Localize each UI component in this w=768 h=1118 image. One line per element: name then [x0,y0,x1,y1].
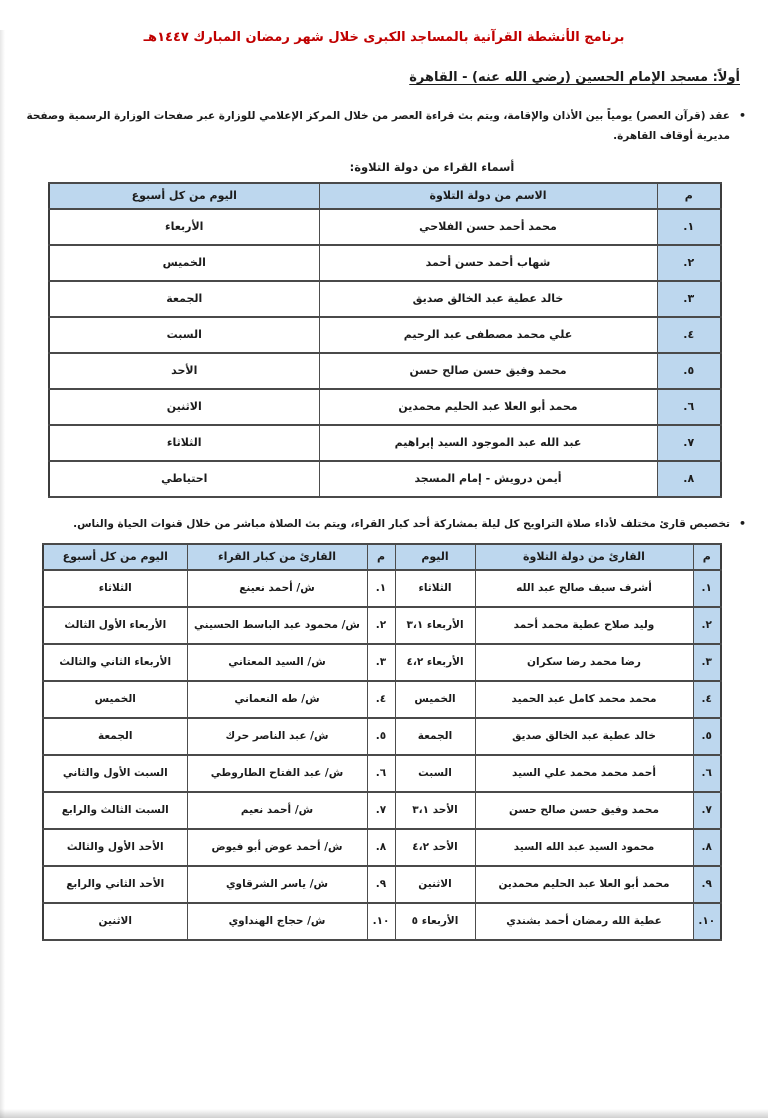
row-number-cell: ١. [657,209,721,245]
day-cell: الجمعة [395,718,475,755]
weekly-day-cell: الأحد الأول والثالث [43,829,187,866]
row-number-cell: ٣. [657,281,721,317]
state-reader-name-cell: وليد صلاح عطية محمد أحمد [475,607,693,644]
table-row [49,353,721,389]
table-row [43,829,721,866]
row-number-cell: ٣. [693,644,721,681]
weekly-day-cell: الخميس [43,681,187,718]
reader-name-cell: محمد وفيق حسن صالح حسن [319,353,657,389]
table-row [49,281,721,317]
row-number-cell: ١٠. [693,903,721,940]
bullet-text: عقد (قرآن العصر) يومياً بين الأذان والإقامة، ويتم بث قراءة العصر من خلال المركز الإعلامي للوزارة عبر صفحات الوزارة الرسمية وصفحة مديرية أوقاف القاهرة. [26,110,730,143]
scan-edge-shadow [0,1109,768,1118]
day-cell: الأربعاء ٥ [395,903,475,940]
table1-heading: أسماء القراء من دولة التلاوة: [349,159,515,174]
day-cell: الأحد ٣،١ [395,792,475,829]
row-number-cell: ٨. [693,829,721,866]
row-number-cell: ٦. [693,755,721,792]
row-number-cell: ١. [693,570,721,607]
state-reader-name-cell: محمد أبو العلا عبد الحليم محمدين [475,866,693,903]
row-number-cell: ١٠. [367,903,395,940]
table-row [43,644,721,681]
reader-name-cell: محمد أحمد حسن الفلاحي [319,209,657,245]
bullet-text: تخصيص قارئ مختلف لأداء صلاة التراويح كل ليلة بمشاركة أحد كبار القراء، ويتم بث الصلاة مباشر من خلال قنوات الحياة والناس. [73,517,730,530]
row-number-cell: ٢. [657,245,721,281]
row-number-cell: ٨. [367,829,395,866]
row-number-cell: ٤. [693,681,721,718]
state-reader-name-cell: أشرف سيف صالح عبد الله [475,570,693,607]
table-row [49,317,721,353]
bullet-item-taraweeh [26,514,746,535]
day-cell: الأربعاء ٣،١ [395,607,475,644]
senior-reader-name-cell: ش/ عبد الفتاح الطاروطي [187,755,367,792]
senior-reader-name-cell: ش/ طه النعماني [187,681,367,718]
day-cell: الاثنين [49,389,319,425]
taraweeh-schedule-table [42,543,722,941]
senior-reader-name-cell: ش/ أحمد نعينع [187,570,367,607]
row-number-cell: ٨. [657,461,721,497]
table-row [43,607,721,644]
scan-edge-shadow [0,30,5,1118]
row-number-cell: ٧. [693,792,721,829]
state-reader-name-cell: أحمد محمد محمد علي السيد [475,755,693,792]
row-number-cell: ١. [367,570,395,607]
reader-name-cell: أيمن درويش - إمام المسجد [319,461,657,497]
weekly-day-cell: الجمعة [43,718,187,755]
weekly-day-cell: الاثنين [43,903,187,940]
weekly-day-cell: السبت الثالث والرابع [43,792,187,829]
weekly-day-cell: السبت الأول والثاني [43,755,187,792]
senior-reader-name-cell: ش/ أحمد نعيم [187,792,367,829]
page-title: برنامج الأنشطة القرآنية بالمساجد الكبرى خلال شهر رمضان المبارك ١٤٤٧هـ [143,30,625,45]
table-header-row [49,183,721,209]
row-number-cell: ٤. [367,681,395,718]
state-reader-name-cell: محمد وفيق حسن صالح حسن [475,792,693,829]
state-reader-name-cell: رضا محمد رضا سكران [475,644,693,681]
senior-reader-name-cell: ش/ ياسر الشرقاوي [187,866,367,903]
column-header: اليوم من كل أسبوع [49,183,319,209]
row-number-cell: ٩. [367,866,395,903]
day-cell: السبت [395,755,475,792]
senior-reader-name-cell: ش/ أحمد عوض أبو فيوض [187,829,367,866]
table-row [49,389,721,425]
state-reader-name-cell: محمد محمد كامل عبد الحميد [475,681,693,718]
day-cell: احتياطي [49,461,319,497]
weekly-day-cell: الأربعاء الأول الثالث [43,607,187,644]
bullet-icon: • [738,516,746,530]
section-heading: أولاً: مسجد الإمام الحسين (رضي الله عنه) - القاهرة [409,70,740,85]
day-cell: الجمعة [49,281,319,317]
reader-name-cell: عبد الله عبد الموجود السيد إبراهيم [319,425,657,461]
row-number-cell: ٢. [693,607,721,644]
table-row [49,209,721,245]
column-header: م [657,183,721,209]
day-cell: الأحد [49,353,319,389]
table-header-row [43,544,721,570]
day-cell: الخميس [49,245,319,281]
table-row [43,903,721,940]
senior-reader-name-cell: ش/ محمود عبد الباسط الحسيني [187,607,367,644]
row-number-cell: ٥. [367,718,395,755]
day-cell: الأربعاء ٤،٢ [395,644,475,681]
day-cell: الاثنين [395,866,475,903]
table-row [43,755,721,792]
bullet-item-asr-quran [26,106,746,147]
weekly-day-cell: الأربعاء الثاني والثالث [43,644,187,681]
row-number-cell: ٢. [367,607,395,644]
day-cell: الخميس [395,681,475,718]
table-row [49,245,721,281]
readers-table [48,182,722,498]
column-header: م [693,544,721,570]
day-cell: الأربعاء [49,209,319,245]
row-number-cell: ٣. [367,644,395,681]
reader-name-cell: محمد أبو العلا عبد الحليم محمدين [319,389,657,425]
row-number-cell: ٩. [693,866,721,903]
state-reader-name-cell: محمود السيد عبد الله السيد [475,829,693,866]
table-row [49,461,721,497]
day-cell: الثلاثاء [49,425,319,461]
reader-name-cell: شهاب أحمد حسن أحمد [319,245,657,281]
day-cell: الثلاثاء [395,570,475,607]
column-header: القارئ من كبار القراء [187,544,367,570]
row-number-cell: ٧. [657,425,721,461]
reader-name-cell: علي محمد مصطفى عبد الرحيم [319,317,657,353]
senior-reader-name-cell: ش/ السيد المعتاني [187,644,367,681]
table-row [43,681,721,718]
table-row [43,866,721,903]
weekly-day-cell: الثلاثاء [43,570,187,607]
row-number-cell: ٦. [367,755,395,792]
row-number-cell: ٥. [693,718,721,755]
table-row [49,425,721,461]
column-header: اليوم من كل أسبوع [43,544,187,570]
table-row [43,792,721,829]
document-page [0,30,768,1118]
state-reader-name-cell: عطية الله رمضان أحمد بشندي [475,903,693,940]
row-number-cell: ٥. [657,353,721,389]
senior-reader-name-cell: ش/ حجاج الهنداوي [187,903,367,940]
weekly-day-cell: الأحد الثاني والرابع [43,866,187,903]
reader-name-cell: خالد عطية عبد الخالق صديق [319,281,657,317]
table-row [43,570,721,607]
day-cell: السبت [49,317,319,353]
day-cell: الأحد ٤،٢ [395,829,475,866]
column-header: الاسم من دولة التلاوة [319,183,657,209]
column-header: القارئ من دولة التلاوة [475,544,693,570]
row-number-cell: ٤. [657,317,721,353]
column-header: م [367,544,395,570]
bullet-icon: • [738,109,746,122]
row-number-cell: ٦. [657,389,721,425]
state-reader-name-cell: خالد عطية عبد الخالق صديق [475,718,693,755]
table-row [43,718,721,755]
row-number-cell: ٧. [367,792,395,829]
senior-reader-name-cell: ش/ عبد الناصر حرك [187,718,367,755]
column-header: اليوم [395,544,475,570]
